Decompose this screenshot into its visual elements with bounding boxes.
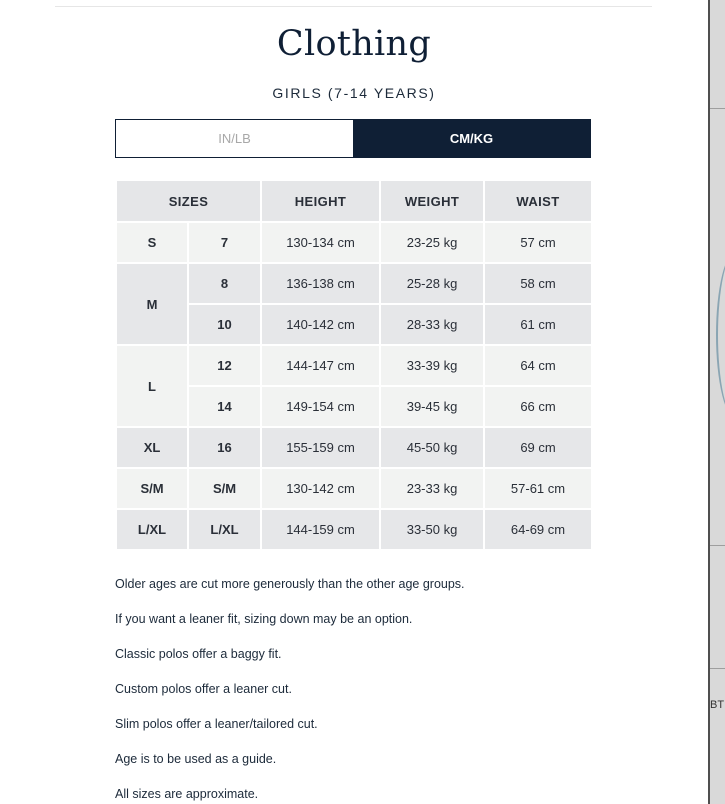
waist-cell: 66 cm	[484, 386, 592, 427]
height-cell: 149-154 cm	[261, 386, 380, 427]
size-letter: L	[116, 345, 188, 427]
background-divider	[710, 108, 725, 109]
height-cell: 130-142 cm	[261, 468, 380, 509]
height-cell: 130-134 cm	[261, 222, 380, 263]
background-divider	[710, 668, 725, 669]
background-text-fragment: BT	[710, 699, 725, 711]
weight-cell: 45-50 kg	[380, 427, 484, 468]
waist-cell: 61 cm	[484, 304, 592, 345]
weight-cell: 23-33 kg	[380, 468, 484, 509]
weight-cell: 28-33 kg	[380, 304, 484, 345]
note-text: Custom polos offer a leaner cut.	[115, 682, 292, 696]
page-subtitle: GIRLS (7-14 YEARS)	[272, 85, 436, 101]
table-row	[116, 386, 592, 427]
weight-cell: 33-50 kg	[380, 509, 484, 550]
height-cell: 140-142 cm	[261, 304, 380, 345]
background-divider	[710, 545, 725, 546]
weight-cell: 33-39 kg	[380, 345, 484, 386]
size-letter: M	[116, 263, 188, 345]
background-page-panel	[710, 0, 725, 804]
size-number: 8	[188, 263, 261, 304]
waist-cell: 57 cm	[484, 222, 592, 263]
header-sizes: SIZES	[116, 180, 261, 222]
waist-cell: 64 cm	[484, 345, 592, 386]
table-row	[116, 468, 592, 509]
waist-cell: 69 cm	[484, 427, 592, 468]
table-row	[116, 345, 592, 386]
size-table	[115, 179, 593, 551]
note-text: If you want a leaner fit, sizing down may be an option.	[115, 612, 413, 626]
size-letter: S	[116, 222, 188, 263]
table-row	[116, 427, 592, 468]
size-letter: S/M	[116, 468, 188, 509]
table-row	[116, 509, 592, 550]
size-number: 12	[188, 345, 261, 386]
size-number: 14	[188, 386, 261, 427]
weight-cell: 39-45 kg	[380, 386, 484, 427]
size-number: S/M	[188, 468, 261, 509]
weight-cell: 25-28 kg	[380, 263, 484, 304]
header-weight: WEIGHT	[380, 180, 484, 222]
unit-option-cm-kg[interactable]: CM/KG	[353, 120, 590, 157]
note-text: Older ages are cut more generously than the other age groups.	[115, 577, 465, 591]
size-number: 16	[188, 427, 261, 468]
table-header-row	[116, 180, 592, 222]
size-number: 7	[188, 222, 261, 263]
table-row	[116, 263, 592, 304]
header-waist: WAIST	[484, 180, 592, 222]
waist-cell: 57-61 cm	[484, 468, 592, 509]
waist-cell: 58 cm	[484, 263, 592, 304]
table-row	[116, 222, 592, 263]
note-text: All sizes are approximate.	[115, 787, 259, 801]
header-height: HEIGHT	[261, 180, 380, 222]
height-cell: 144-159 cm	[261, 509, 380, 550]
size-letter: L/XL	[116, 509, 188, 550]
waist-cell: 64-69 cm	[484, 509, 592, 550]
top-divider	[55, 6, 652, 7]
size-letter: XL	[116, 427, 188, 468]
note-text: Slim polos offer a leaner/tailored cut.	[115, 717, 318, 731]
page-title: Clothing	[276, 24, 432, 64]
table-row	[116, 304, 592, 345]
unit-toggle	[115, 119, 591, 158]
note-text: Age is to be used as a guide.	[115, 752, 277, 766]
size-number: 10	[188, 304, 261, 345]
height-cell: 155-159 cm	[261, 427, 380, 468]
unit-option-in-lb[interactable]: IN/LB	[116, 120, 353, 157]
note-text: Classic polos offer a baggy fit.	[115, 647, 282, 661]
height-cell: 136-138 cm	[261, 263, 380, 304]
height-cell: 144-147 cm	[261, 345, 380, 386]
weight-cell: 23-25 kg	[380, 222, 484, 263]
fit-notes	[115, 576, 675, 804]
size-number: L/XL	[188, 509, 261, 550]
